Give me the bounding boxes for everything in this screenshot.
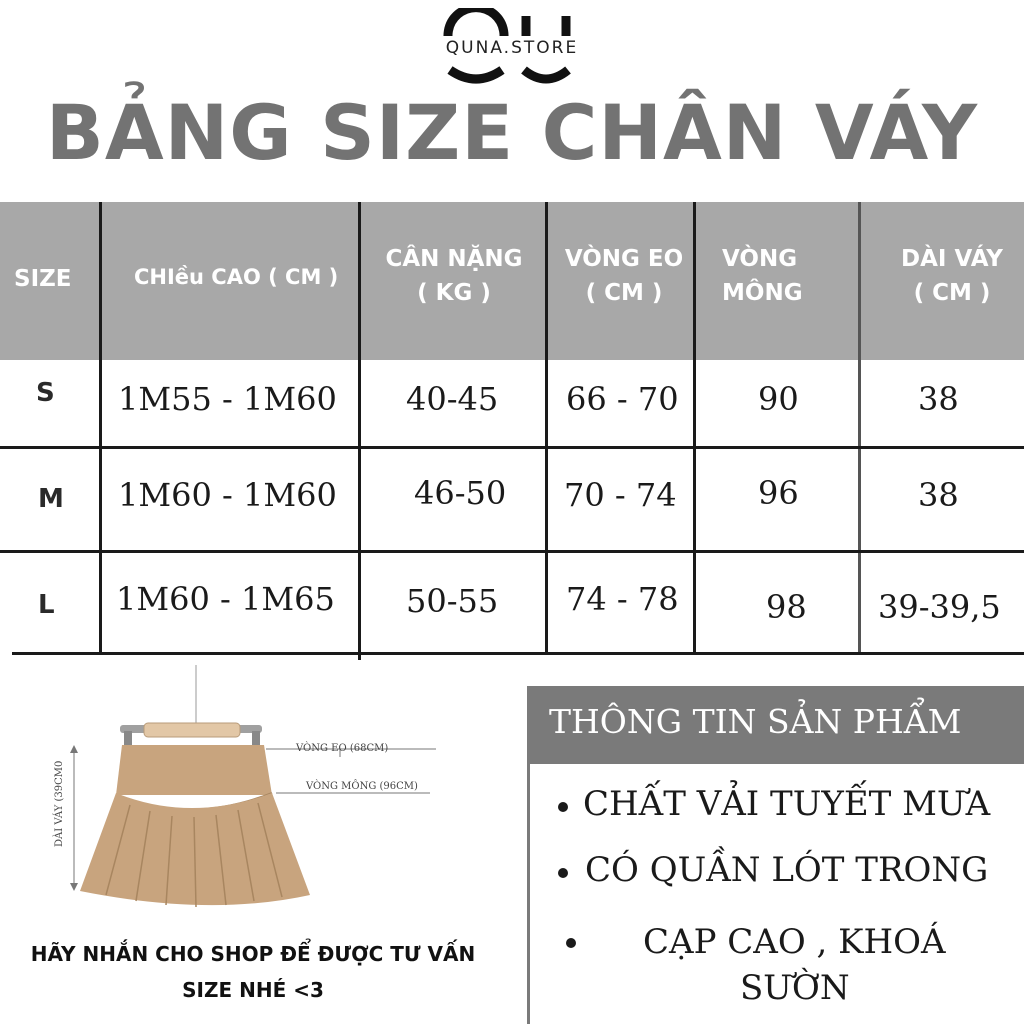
row-divider bbox=[0, 550, 1024, 553]
size-table bbox=[0, 202, 1024, 660]
cell-weight-m: 46-50 bbox=[414, 474, 507, 512]
product-info-panel bbox=[527, 686, 1024, 1024]
bullet-icon bbox=[558, 868, 568, 878]
bullet-icon bbox=[558, 802, 568, 812]
info-header bbox=[527, 686, 1024, 764]
info-border bbox=[527, 764, 530, 1024]
header-weight: CÂN NẶNG ( KG ) bbox=[385, 246, 523, 306]
cell-height-l: 1M60 - 1M65 bbox=[116, 580, 335, 618]
row-divider bbox=[0, 446, 1024, 449]
header-size: SIZE bbox=[14, 266, 72, 292]
row-size-l: L bbox=[38, 590, 55, 620]
row-divider bbox=[12, 652, 1024, 655]
hip-measure-label: VÒNG MÔNG (96CM) bbox=[306, 781, 418, 792]
brand-name: QUNA.STORE bbox=[445, 38, 579, 58]
length-measure-label: DÀI VÁY (39CM0 bbox=[54, 760, 65, 847]
info-item: CHẤT VẢI TUYẾT MƯA bbox=[583, 784, 991, 824]
col-divider bbox=[545, 202, 548, 654]
col-divider bbox=[99, 202, 102, 654]
cell-hip-s: 90 bbox=[758, 380, 799, 418]
info-item: CÓ QUẦN LÓT TRONG bbox=[585, 850, 989, 890]
header-hip: VÒNG MÔNG bbox=[722, 246, 803, 306]
header-waist: VÒNG EO ( CM ) bbox=[564, 246, 684, 306]
skirt-illustration bbox=[40, 665, 480, 925]
info-item: SƯỜN bbox=[740, 968, 850, 1008]
cell-waist-s: 66 - 70 bbox=[566, 380, 679, 418]
info-title: THÔNG TIN SẢN PHẨM bbox=[549, 702, 962, 741]
cell-waist-l: 74 - 78 bbox=[566, 580, 679, 618]
row-size-s: S bbox=[36, 378, 55, 408]
cell-length-l: 39-39,5 bbox=[878, 588, 1001, 626]
cell-length-s: 38 bbox=[918, 380, 959, 418]
bullet-icon bbox=[566, 938, 576, 948]
cell-waist-m: 70 - 74 bbox=[564, 476, 677, 514]
col-divider bbox=[693, 202, 696, 654]
cell-hip-m: 96 bbox=[758, 474, 799, 512]
cell-hip-l: 98 bbox=[766, 588, 807, 626]
info-item: CẠP CAO , KHOÁ bbox=[643, 922, 946, 962]
page-title: BẢNG SIZE CHÂN VÁY bbox=[45, 88, 979, 177]
cell-length-m: 38 bbox=[918, 476, 959, 514]
cell-height-s: 1M55 - 1M60 bbox=[118, 380, 337, 418]
col-divider bbox=[858, 202, 861, 654]
row-size-m: M bbox=[38, 484, 64, 514]
header-length: DÀI VÁY ( CM ) bbox=[901, 246, 1003, 306]
consult-note: HÃY NHẮN CHO SHOP ĐỂ ĐƯỢC TƯ VẤN SIZE NHÉ <3 bbox=[30, 942, 476, 1002]
cell-weight-s: 40-45 bbox=[406, 380, 499, 418]
cell-weight-l: 50-55 bbox=[406, 582, 499, 620]
cell-height-m: 1M60 - 1M60 bbox=[118, 476, 337, 514]
brand-logo bbox=[430, 8, 600, 88]
header-height: CHIều CAO ( CM ) bbox=[134, 265, 339, 289]
waist-measure-label: VÒNG EO (68CM) bbox=[296, 743, 389, 754]
col-divider bbox=[358, 202, 361, 660]
